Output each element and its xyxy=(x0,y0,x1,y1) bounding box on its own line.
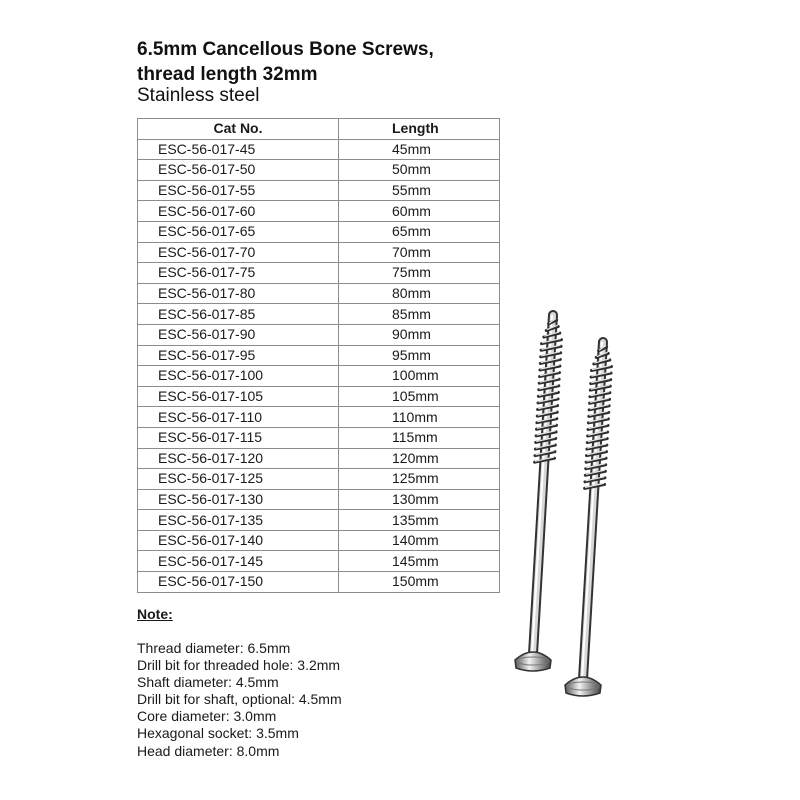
table-row xyxy=(138,304,500,325)
length-cell: 60mm xyxy=(339,201,500,222)
cat-no-cell: ESC-56-017-95 xyxy=(138,345,339,366)
note-item: Head diameter: 8.0mm xyxy=(137,742,280,759)
cat-no-cell: ESC-56-017-75 xyxy=(138,263,339,284)
notes-list xyxy=(137,640,342,760)
cat-no-cell: ESC-56-017-100 xyxy=(138,366,339,387)
table-row xyxy=(138,572,500,593)
length-cell: 105mm xyxy=(339,386,500,407)
cat-no-cell: ESC-56-017-120 xyxy=(138,448,339,469)
length-cell: 125mm xyxy=(339,469,500,490)
cat-no-cell: ESC-56-017-85 xyxy=(138,304,339,325)
bone-screws-illustration xyxy=(490,300,630,710)
table-row xyxy=(138,530,500,551)
table-row xyxy=(138,139,500,160)
note-item: Hexagonal socket: 3.5mm xyxy=(137,725,299,742)
cat-no-cell: ESC-56-017-60 xyxy=(138,201,339,222)
length-cell: 95mm xyxy=(339,345,500,366)
table-row xyxy=(138,324,500,345)
table-row xyxy=(138,242,500,263)
note-item: Drill bit for shaft, optional: 4.5mm xyxy=(137,691,342,708)
table-row xyxy=(138,263,500,284)
cat-no-cell: ESC-56-017-130 xyxy=(138,489,339,510)
length-cell: 100mm xyxy=(339,366,500,387)
cat-no-cell: ESC-56-017-105 xyxy=(138,386,339,407)
table-row xyxy=(138,407,500,428)
table-row xyxy=(138,510,500,531)
length-cell: 145mm xyxy=(339,551,500,572)
cat-no-cell: ESC-56-017-145 xyxy=(138,551,339,572)
length-cell: 85mm xyxy=(339,304,500,325)
table-row xyxy=(138,489,500,510)
table-row xyxy=(138,201,500,222)
cat-no-cell: ESC-56-017-135 xyxy=(138,510,339,531)
catalog-table xyxy=(137,118,500,593)
cat-no-cell: ESC-56-017-45 xyxy=(138,139,339,160)
length-cell: 45mm xyxy=(339,139,500,160)
product-title xyxy=(137,37,434,87)
cat-no-cell: ESC-56-017-55 xyxy=(138,180,339,201)
length-cell: 70mm xyxy=(339,242,500,263)
length-cell: 140mm xyxy=(339,530,500,551)
cat-no-cell: ESC-56-017-50 xyxy=(138,160,339,181)
screw-icon-right xyxy=(565,342,611,696)
cat-no-cell: ESC-56-017-115 xyxy=(138,427,339,448)
length-cell: 65mm xyxy=(339,221,500,242)
length-cell: 50mm xyxy=(339,160,500,181)
cat-no-cell: ESC-56-017-150 xyxy=(138,572,339,593)
table-row xyxy=(138,448,500,469)
cat-no-cell: ESC-56-017-70 xyxy=(138,242,339,263)
cat-no-cell: ESC-56-017-65 xyxy=(138,221,339,242)
table-row xyxy=(138,366,500,387)
title-line-2: thread length 32mm xyxy=(137,64,318,85)
material-subtitle: Stainless steel xyxy=(137,85,260,106)
length-cell: 110mm xyxy=(339,407,500,428)
length-cell: 80mm xyxy=(339,283,500,304)
table-row xyxy=(138,180,500,201)
table-row xyxy=(138,551,500,572)
length-cell: 130mm xyxy=(339,489,500,510)
cat-no-cell: ESC-56-017-140 xyxy=(138,530,339,551)
screw-icon-left xyxy=(515,315,561,671)
cat-no-cell: ESC-56-017-80 xyxy=(138,283,339,304)
note-item: Shaft diameter: 4.5mm xyxy=(137,674,279,691)
length-cell: 75mm xyxy=(339,263,500,284)
cat-no-cell: ESC-56-017-90 xyxy=(138,324,339,345)
table-row xyxy=(138,469,500,490)
length-cell: 115mm xyxy=(339,427,500,448)
length-cell: 90mm xyxy=(339,324,500,345)
table-header-row xyxy=(138,119,500,140)
table-row xyxy=(138,427,500,448)
table-row xyxy=(138,386,500,407)
table-body xyxy=(138,139,500,592)
table-row xyxy=(138,283,500,304)
table-row xyxy=(138,160,500,181)
note-item: Thread diameter: 6.5mm xyxy=(137,640,291,656)
table-row xyxy=(138,221,500,242)
length-cell: 135mm xyxy=(339,510,500,531)
note-item: Core diameter: 3.0mm xyxy=(137,708,277,725)
cat-no-cell: ESC-56-017-125 xyxy=(138,469,339,490)
header-cat-no: Cat No. xyxy=(138,119,339,140)
note-heading: Note: xyxy=(137,606,173,622)
cat-no-cell: ESC-56-017-110 xyxy=(138,407,339,428)
table-row xyxy=(138,345,500,366)
length-cell: 55mm xyxy=(339,180,500,201)
length-cell: 120mm xyxy=(339,448,500,469)
note-item: Drill bit for threaded hole: 3.2mm xyxy=(137,657,341,674)
length-cell: 150mm xyxy=(339,572,500,593)
title-line-1: 6.5mm Cancellous Bone Screws, xyxy=(137,39,434,60)
header-length: Length xyxy=(339,119,500,140)
